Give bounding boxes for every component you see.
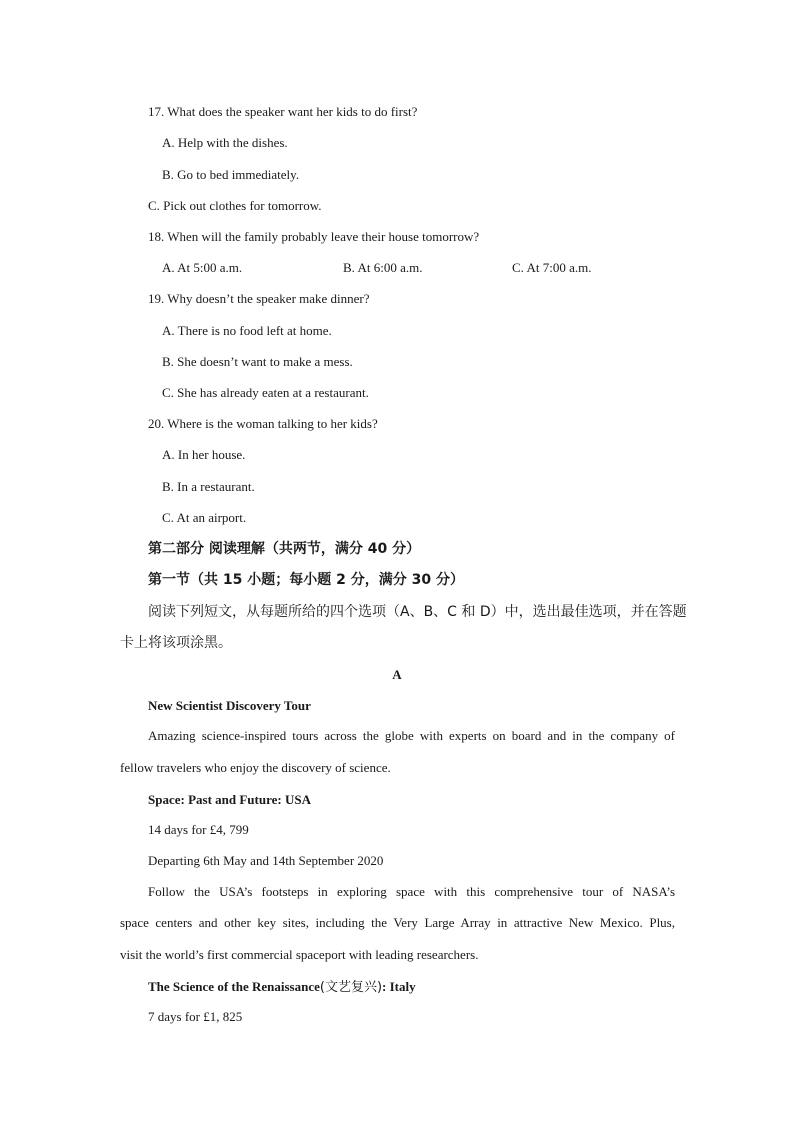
q18-stem: 18. When will the family probably leave their house tomorrow? xyxy=(148,229,480,244)
tour2-title xyxy=(148,978,416,997)
q18-option-b: B. At 6:00 a.m. xyxy=(343,260,423,275)
q17-option-a: A. Help with the dishes. xyxy=(162,135,288,150)
part-title: 第二部分 阅读理解（共两节，满分 40 分） xyxy=(148,541,421,557)
tour1-price: 14 days for £4, 799 xyxy=(148,822,249,837)
passage-intro-line-1: Amazing science-inspired tours across the globe with experts on board and in the company of xyxy=(148,728,675,743)
tour2-price: 7 days for £1, 825 xyxy=(148,1009,243,1024)
passage-title: New Scientist Discovery Tour xyxy=(148,698,311,713)
tour1-dates: Departing 6th May and 14th September 2020 xyxy=(148,853,384,868)
q18-option-a: A. At 5:00 a.m. xyxy=(162,260,243,275)
q17-option-b: B. Go to bed immediately. xyxy=(162,167,300,182)
tour1-desc-line-3: visit the world’s first commercial spaceport with leading researchers. xyxy=(120,947,479,962)
passage-intro-line-2: fellow travelers who enjoy the discovery of science. xyxy=(120,760,391,775)
instruction-line-1: 阅读下列短文，从每题所给的四个选项（A、B、C 和 D）中，选出最佳选项，并在答题 xyxy=(148,604,687,620)
q19-stem: 19. Why doesn’t the speaker make dinner? xyxy=(148,291,370,306)
q20-stem: 20. Where is the woman talking to her kids? xyxy=(148,416,378,431)
section-title: 第一节（共 15 小题；每小题 2 分，满分 30 分） xyxy=(148,572,464,588)
tour2-title-main: The Science of the Renaissance xyxy=(148,979,320,994)
q18-option-c: C. At 7:00 a.m. xyxy=(512,260,592,275)
instruction-line-2: 卡上将该项涂黑。 xyxy=(120,635,232,651)
tour2-title-end: : Italy xyxy=(382,979,416,994)
tour1-title: Space: Past and Future: USA xyxy=(148,792,311,807)
tour2-title-cn: (文艺复兴) xyxy=(319,980,383,995)
q20-option-c: C. At an airport. xyxy=(162,510,247,525)
q19-option-b: B. She doesn’t want to make a mess. xyxy=(162,354,353,369)
passage-label: A xyxy=(392,667,402,682)
tour1-desc-line-2: space centers and other key sites, including the Very Large Array in attractive New Mexico. Plus, xyxy=(120,915,675,930)
q20-option-a: A. In her house. xyxy=(162,447,246,462)
q20-option-b: B. In a restaurant. xyxy=(162,479,255,494)
q19-option-a: A. There is no food left at home. xyxy=(162,323,332,338)
q17-option-c: C. Pick out clothes for tomorrow. xyxy=(148,198,322,213)
q17-stem: 17. What does the speaker want her kids to do first? xyxy=(148,104,418,119)
q19-option-c: C. She has already eaten at a restaurant. xyxy=(162,385,369,400)
tour1-desc-line-1: Follow the USA’s footsteps in exploring space with this comprehensive tour of NASA’s xyxy=(148,884,675,899)
